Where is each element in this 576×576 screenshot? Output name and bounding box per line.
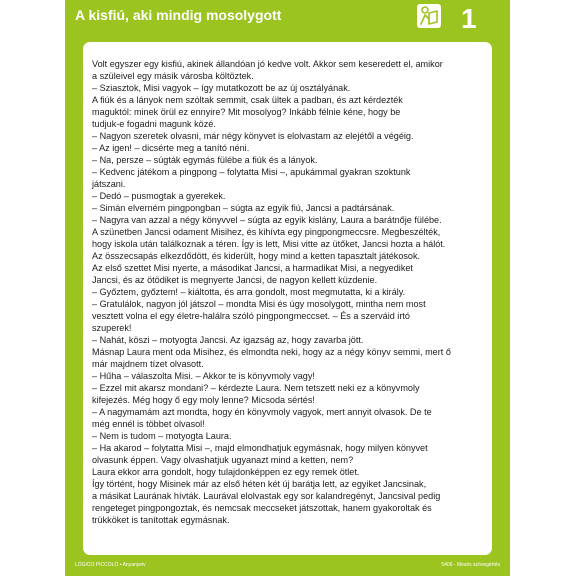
story-line: – Gratulálok, nagyon jól játszol – mondta Misi és úgy mosolygott, mintha nem most (92, 299, 426, 309)
story-line: – Győztem, győztem! – kiáltotta, és arra gondolt, most megmutatta, ki a király. (92, 287, 406, 297)
footer-series: LOGICO PICCOLO • Anyanyelv (75, 562, 146, 568)
story-line: – Nagyon szeretek olvasni, már négy könyvet is elolvastam az elejétől a végéig. (92, 131, 414, 141)
story-line: rengeteget pingpongoztak, és nemcsak meccseket játszottak, hanem gyakoroltak és (92, 503, 432, 513)
story-line: tudjuk-e fogadni magunk közé. (92, 119, 216, 129)
story-text (83, 42, 492, 526)
story-line: A fiúk és a lányok nem szóltak semmit, csak ültek a padban, és azt kérdezték (92, 95, 403, 105)
story-line: – Sziasztok, Misi vagyok – így mutatkozott be az új osztályának. (92, 83, 351, 93)
story-line: maguktól: minek örül ez ennyire? Mit mosolyog? Inkább félnie kéne, hogy be (92, 107, 401, 117)
story-line: olvasunk éppen. Vagy olvashatjuk ugyanazt mind a ketten, nem? (92, 455, 354, 465)
story-line: Az összecsapás elkezdődött, és kiderült, hogy mind a ketten tapasztalt játékosok. (92, 251, 421, 261)
story-line: – A nagymamám azt mondta, hogy én könyvmoly vagyok, mert annyit olvasok. De te (92, 407, 432, 417)
story-line: Az első szettet Misi nyerte, a másodikat Jancsi, a harmadikat Misi, a negyediket (92, 263, 413, 273)
story-line: trükköket is tanítottak egymásnak. (92, 515, 230, 525)
story-line: – Az igen! – dicsérte meg a tanító néni. (92, 143, 250, 153)
story-line: – Kedvenc játékom a pingpong – folytatta Misi –, apukámmal gyakran szoktunk (92, 167, 411, 177)
story-panel (83, 42, 492, 555)
story-line: – Na, persze – súgták egymás fülébe a fiúk és a lányok. (92, 155, 318, 165)
story-line: kifejezés. Még hogy ő egy moly lenne? Micsoda sértés! (92, 395, 315, 405)
story-line: – Ha akarod – folytatta Misi –, majd elmondhatjuk egymásnak, hogy milyen könyvet (92, 443, 428, 453)
story-line: a szüleivel egy másik városba költöztek. (92, 71, 254, 81)
story-line: Másnap Laura ment oda Misihez, és elmondta neki, hogy az a négy könyv semmi, mert ő (92, 347, 451, 357)
story-line: még ennél is többet olvasol! (92, 419, 205, 429)
story-line: már majdnem tízet olvasott. (92, 359, 204, 369)
story-line: Volt egyszer egy kisfiú, akinek állandóan jó kedve volt. Akkor sem keseredett el, amikor (92, 59, 443, 69)
story-card (65, 0, 510, 576)
story-line: szuperek! (92, 323, 132, 333)
story-title: A kisfiú, aki mindig mosolygott (75, 7, 282, 23)
story-line: játszani. (92, 179, 126, 189)
story-line: – Ezzel mit akarsz mondani? – kérdezte Laura. Nem tetszett neki ez a könyvmoly (92, 383, 420, 393)
story-line: – Simán elverném pingpongban – súgta az egyik fiú, Jancsi a padtársának. (92, 203, 395, 213)
story-line: Így történt, hogy Misinek már az első héten két új barátja lett, az egyiket Jancsinak, (92, 479, 427, 489)
story-line: – Nem is tudom – motyogta Laura. (92, 431, 232, 441)
footer-product: 5406 - Mesés szövegértés (441, 562, 500, 568)
reading-child-icon (416, 3, 442, 29)
story-line: Jancsi, és az ötödiket is megnyerte Jancsi, de nagyon kellett küzdenie. (92, 275, 378, 285)
story-line: hogy iskola után találkoznak a téren. Így is lett, Misi vitte az ütőket, Jancsi hozta a hálót. (92, 239, 446, 249)
story-line: a másikat Laurának hívták. Laurával elolvastak egy sor kalandregényt, Jancsival pedig (92, 491, 441, 501)
story-line: – Hűha – válaszolta Misi. – Akkor te is könyvmoly vagy! (92, 371, 315, 381)
story-line: A szünetben Jancsi odament Misihez, és kihívta egy pingpongmeccsre. Megbeszélték, (92, 227, 441, 237)
story-line: – Nagyra van azzal a négy könyvvel – súgta az egyik kislány, Laura a barátnője fülébe. (92, 215, 442, 225)
story-line: – Nahát, köszi – motyogta Jancsi. Az igazság az, hogy zavarba jött. (92, 335, 364, 345)
story-line: Laura ekkor arra gondolt, hogy tulajdonképpen ez egy remek ötlet. (92, 467, 360, 477)
story-line: vesztett volna el egy életre-halálra szóló pingpongmeccset. – És a szerváid irtó (92, 311, 410, 321)
story-line: – Dedó – pusmogtak a gyerekek. (92, 191, 226, 201)
card-number: 1 (461, 3, 477, 34)
